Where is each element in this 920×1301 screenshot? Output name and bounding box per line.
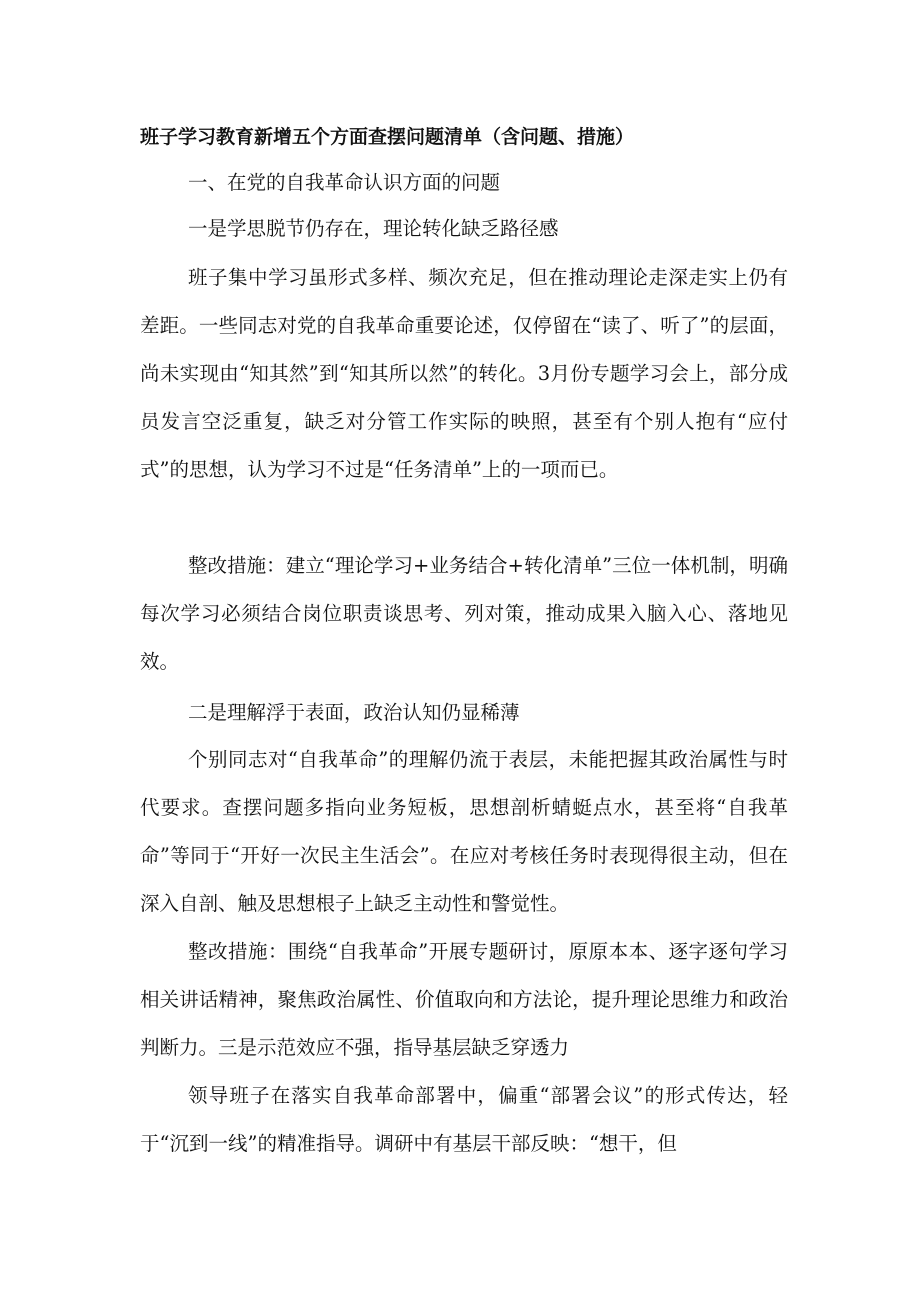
item-body-3: 领导班子在落实自我革命部署中，偏重“部署会议”的形式传达，轻于“沉到一线”的精准指导。调研中有基层干部反映：“想干，但 [140, 1084, 788, 1155]
item-heading-1: 一是学思脱节仍存在，理论转化缺乏路径感 [188, 217, 559, 240]
item-body-2: 个别同志对“自我革命”的理解仍流于表层，未能把握其政治属性与时代要求。查摆问题多指向业务短板，思想剖析蜻蜓点水，甚至将“自我革命”等同于“开好一次民主生活会”。在应对考核任务时表现得很主动，但在深入自剖、触及思想根子上缺乏主动性和警觉性。 [140, 748, 788, 915]
rectification-measure-1: 整改措施：建立“理论学习+业务结合+转化清单”三位一体机制，明确每次学习必须结合岗位职责谈思考、列对策，推动成果入脑入心、落地见效。 [140, 554, 788, 673]
item-body-1: 班子集中学习虽形式多样、频次充足，但在推动理论走深走实上仍有差距。一些同志对党的自我革命重要论述，仅停留在“读了、听了”的层面，尚未实现由“知其然”到“知其所以然”的转化。3月份专题学习会上，部分成员发言空泛重复，缺乏对分管工作实际的映照，甚至有个别人抱有“应付式”的思想，认为学习不过是“任务清单”上的一项而已。 [140, 266, 788, 481]
section-heading-1: 一、在党的自我革命认识方面的问题 [188, 171, 501, 194]
rectification-measure-2: 整改措施：围绕“自我革命”开展专题研讨，原原本本、逐字逐句学习相关讲话精神，聚焦政治属性、价值取向和方法论，提升理论思维力和政治判断力。三是示范效应不强，指导基层缺乏穿透力 [140, 940, 788, 1059]
item-heading-2: 二是理解浮于表面，政治认知仍显稀薄 [188, 701, 520, 724]
document-title: 班子学习教育新增五个方面查摆问题清单（含问题、措施） [140, 126, 635, 148]
